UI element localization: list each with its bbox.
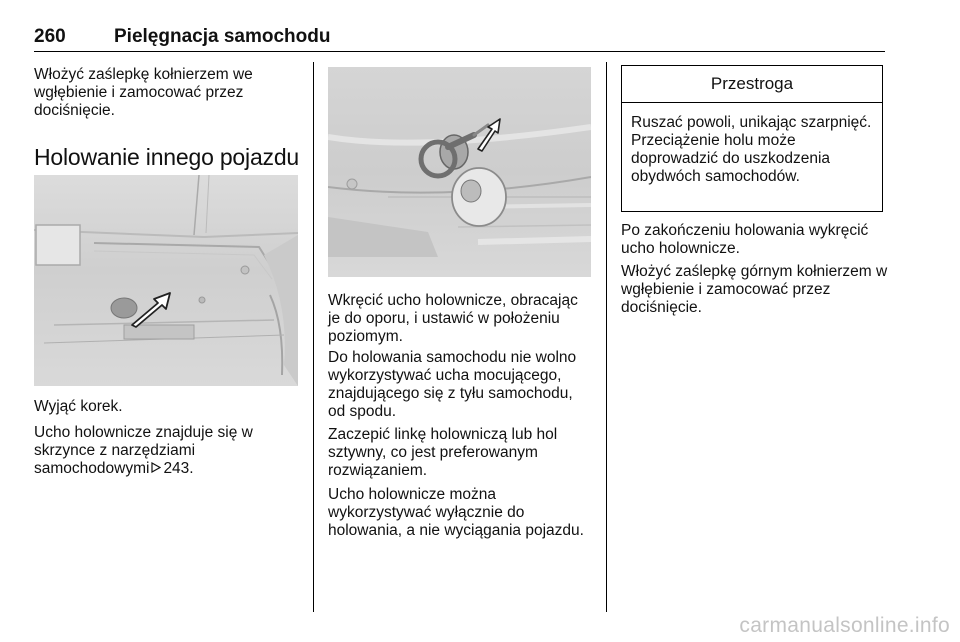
caution-text: Ruszać powoli, unikając szarpnięć. Przeciążenie holu może doprowadzić do uszkodzenia obydwóch samochodów.	[631, 114, 872, 185]
section-heading: Holowanie innego pojazdu	[34, 144, 300, 170]
reference-arrow-icon	[151, 460, 161, 478]
attach-rope-paragraph: Zaczepić linkę holowniczą lub hol sztywny, co jest preferowanym rozwiązaniem.	[328, 426, 558, 479]
towing-only-paragraph: Ucho holownicze można wykorzystywać wyłącznie do holowania, a nie wyciągania pojazdu.	[328, 486, 584, 539]
watermark-text: carmanualsonline.info	[739, 614, 950, 637]
rear-bumper-illustration	[34, 175, 298, 386]
column-divider-2	[606, 62, 607, 612]
chapter-title: Pielęgnacja samochodu	[114, 26, 331, 47]
column-divider-1	[313, 62, 314, 612]
do-not-use-paragraph: Do holowania samochodu nie wolno wykorzystywać ucha mocującego, znajdującego się z tyłu samochodu, od spodu.	[328, 349, 577, 420]
header-rule	[34, 51, 885, 52]
tool-location-text: Ucho holownicze znajduje się w skrzynce z narzędziami samochodowymi	[34, 424, 253, 477]
caution-box	[621, 65, 883, 212]
insert-cover-paragraph: Włożyć zaślepkę górnym kołnierzem w wgłębienie i zamocować przez dociśnięcie.	[621, 263, 888, 316]
intro-paragraph: Włożyć zaślepkę kołnierzem we wgłębienie i zamocować przez dociśnięcie.	[34, 66, 253, 119]
caution-title: Przestroga	[622, 66, 882, 103]
page-header	[34, 26, 885, 50]
screw-in-eye-paragraph: Wkręcić ucho holownicze, obracając je do oporu, i ustawić w położeniu poziomym.	[328, 292, 578, 345]
tool-location-paragraph	[34, 424, 274, 478]
step-remove-plug: Wyjąć korek.	[34, 398, 123, 415]
after-towing-paragraph: Po zakończeniu holowania wykręcić ucho holownicze.	[621, 222, 869, 257]
towing-eye-illustration	[328, 67, 591, 277]
page-reference-link[interactable]: 243.	[163, 460, 194, 477]
page-number: 260	[34, 26, 66, 47]
